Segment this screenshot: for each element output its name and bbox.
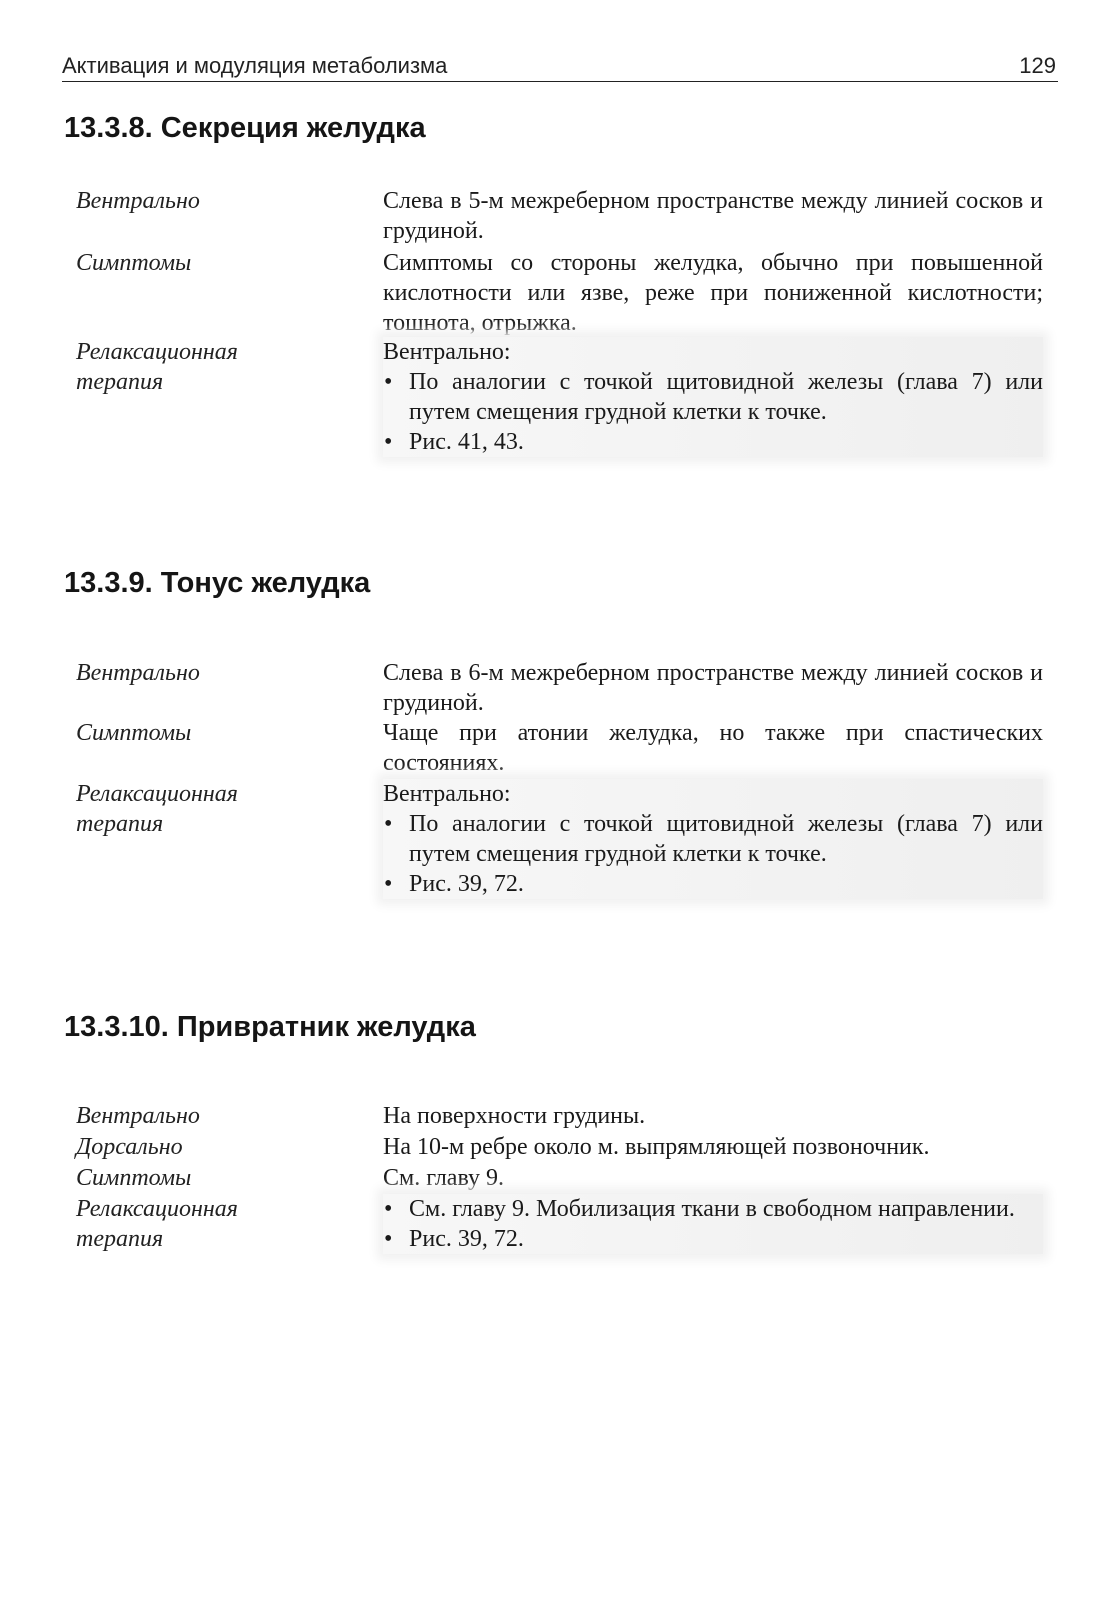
running-header bbox=[62, 52, 1058, 82]
list-item-text: По аналогии с точкой щитовидной железы (глава 7) или путем смещения грудной клетки к точке. bbox=[409, 369, 1043, 425]
row-label: Вентрально bbox=[76, 660, 200, 686]
therapy-intro: Вентрально: bbox=[383, 781, 511, 807]
row-text: См. главу 9. bbox=[383, 1165, 504, 1191]
bullet-icon: • bbox=[384, 1196, 393, 1222]
bullet-icon: • bbox=[384, 369, 393, 395]
list-item-text: По аналогии с точкой щитовидной железы (глава 7) или путем смещения грудной клетки к точке. bbox=[409, 811, 1043, 867]
therapy-bullet-list bbox=[383, 809, 1043, 899]
list-item-text: Рис. 39, 72. bbox=[409, 1226, 524, 1252]
therapy-intro: Вентрально: bbox=[383, 339, 511, 365]
row-text: Слева в 6-м межреберном пространстве между линией сосков и грудиной. bbox=[383, 660, 1043, 716]
page-number: 129 bbox=[1019, 53, 1056, 78]
row-text: Симптомы со стороны желудка, обычно при повышенной кислотности или язве, реже при пониженной кислотности; тошнота, отрыжка. bbox=[383, 250, 1043, 336]
row-label: Симптомы bbox=[76, 250, 192, 276]
section-heading: 13.3.8. Секреция желудка bbox=[64, 112, 426, 144]
row-label: Вентрально bbox=[76, 1103, 200, 1129]
section-heading: 13.3.9. Тонус желудка bbox=[64, 567, 371, 599]
row-text: На поверхности грудины. bbox=[383, 1103, 646, 1129]
bullet-icon: • bbox=[384, 811, 393, 837]
list-item bbox=[383, 1224, 1043, 1254]
running-title: Активация и модуляция метаболизма bbox=[62, 53, 448, 78]
bullet-icon: • bbox=[384, 429, 393, 455]
list-item bbox=[383, 809, 1043, 869]
row-label: Вентрально bbox=[76, 188, 200, 214]
list-item-text: Рис. 39, 72. bbox=[409, 871, 524, 897]
bullet-icon: • bbox=[384, 1226, 393, 1252]
row-label: Релаксационная терапия bbox=[76, 781, 238, 837]
list-item-text: Рис. 41, 43. bbox=[409, 429, 524, 455]
list-item-text: См. главу 9. Мобилизация ткани в свободном направлении. bbox=[409, 1196, 1015, 1222]
bullet-icon: • bbox=[384, 871, 393, 897]
row-label: Релаксационная терапия bbox=[76, 1196, 238, 1252]
row-label: Симптомы bbox=[76, 720, 192, 746]
row-label: Релаксационная терапия bbox=[76, 339, 238, 395]
row-text: На 10-м ребре около м. выпрямляющей позвоночник. bbox=[383, 1134, 930, 1160]
therapy-block bbox=[383, 1194, 1043, 1254]
row-label: Симптомы bbox=[76, 1165, 192, 1191]
list-item bbox=[383, 427, 1043, 457]
list-item bbox=[383, 367, 1043, 427]
therapy-block bbox=[383, 779, 1043, 899]
therapy-bullet-list bbox=[383, 367, 1043, 457]
therapy-bullet-list bbox=[383, 1194, 1043, 1254]
row-text: Слева в 5-м межреберном пространстве между линией сосков и грудиной. bbox=[383, 188, 1043, 244]
row-label: Дорсально bbox=[76, 1134, 183, 1160]
list-item bbox=[383, 869, 1043, 899]
therapy-block bbox=[383, 337, 1043, 457]
section-heading: 13.3.10. Привратник желудка bbox=[64, 1011, 476, 1043]
row-text: Чаще при атонии желудка, но также при спастических состояниях. bbox=[383, 720, 1043, 776]
list-item bbox=[383, 1194, 1043, 1224]
